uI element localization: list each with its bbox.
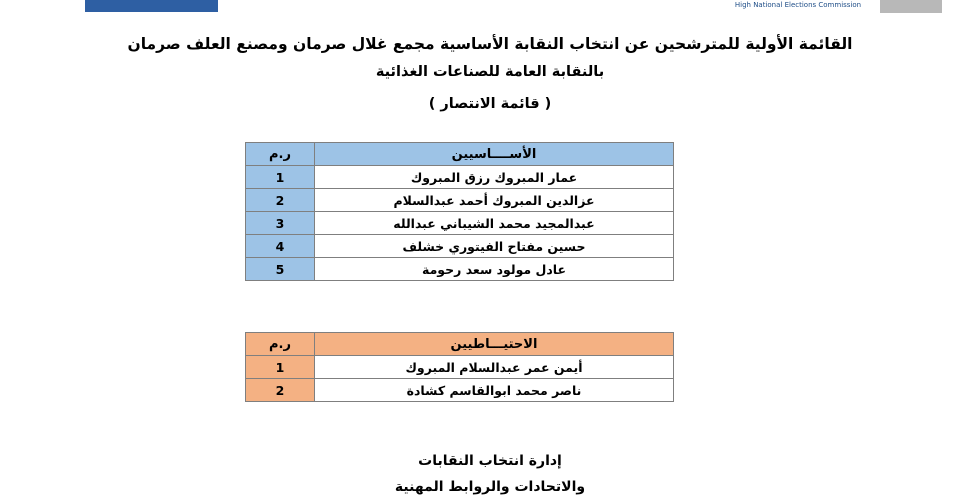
candidate-name: أيمن عمر عبدالسلام المبروك: [315, 356, 674, 379]
candidate-number: 4: [246, 235, 315, 258]
table-row: [246, 189, 674, 212]
main-candidates-table: [245, 142, 674, 281]
page-title-line-1: القائمة الأولية للمترشحين عن انتخاب النقابة الأساسية مجمع غلال صرمان ومصنع العلف صرمان: [127, 35, 853, 53]
main-header-num: ر.م: [246, 143, 315, 166]
candidate-number: 2: [246, 379, 315, 402]
table-row: [246, 258, 674, 281]
candidate-name: حسين مفتاح الفيتوري خشلف: [315, 235, 674, 258]
table-row: [246, 356, 674, 379]
header-blue-band: [85, 0, 218, 12]
candidate-name: ناصر محمد ابوالقاسم كشادة: [315, 379, 674, 402]
footer-line-2: والاتحادات والروابط المهنية: [394, 479, 586, 495]
header-gray-band: [880, 0, 942, 13]
candidate-number: 5: [246, 258, 315, 281]
page-title-line-2: بالنقابة العامة للصناعات الغذائية: [375, 64, 605, 80]
reserve-candidates-table: [245, 332, 674, 402]
candidate-name: عادل مولود سعد رحومة: [315, 258, 674, 281]
reserve-header-num: ر.م: [246, 333, 315, 356]
page-header-strip: [0, 0, 980, 16]
candidate-number: 1: [246, 166, 315, 189]
candidate-number: 3: [246, 212, 315, 235]
candidate-name: عزالدين المبروك أحمد عبدالسلام: [315, 189, 674, 212]
document-footer: [0, 448, 980, 500]
candidate-name: عبدالمجيد محمد الشيباني عبدالله: [315, 212, 674, 235]
table-row: [246, 379, 674, 402]
commission-name-en: High National Elections Commission: [734, 1, 862, 9]
candidate-number: 1: [246, 356, 315, 379]
candidate-name: عمار المبروك رزق المبروك: [315, 166, 674, 189]
main-table-header-row: [246, 143, 674, 166]
footer-line-1: إدارة انتخاب النقابات: [418, 453, 562, 469]
main-header-name: الأســــاسيين: [315, 143, 674, 166]
table-row: [246, 235, 674, 258]
reserve-table-header-row: [246, 333, 674, 356]
document-title-block: [0, 30, 980, 118]
candidate-number: 2: [246, 189, 315, 212]
table-row: [246, 166, 674, 189]
page-title-line-3: ( قائمة الانتصار ): [428, 96, 552, 112]
table-row: [246, 212, 674, 235]
reserve-header-name: الاحتيـــاطيين: [315, 333, 674, 356]
